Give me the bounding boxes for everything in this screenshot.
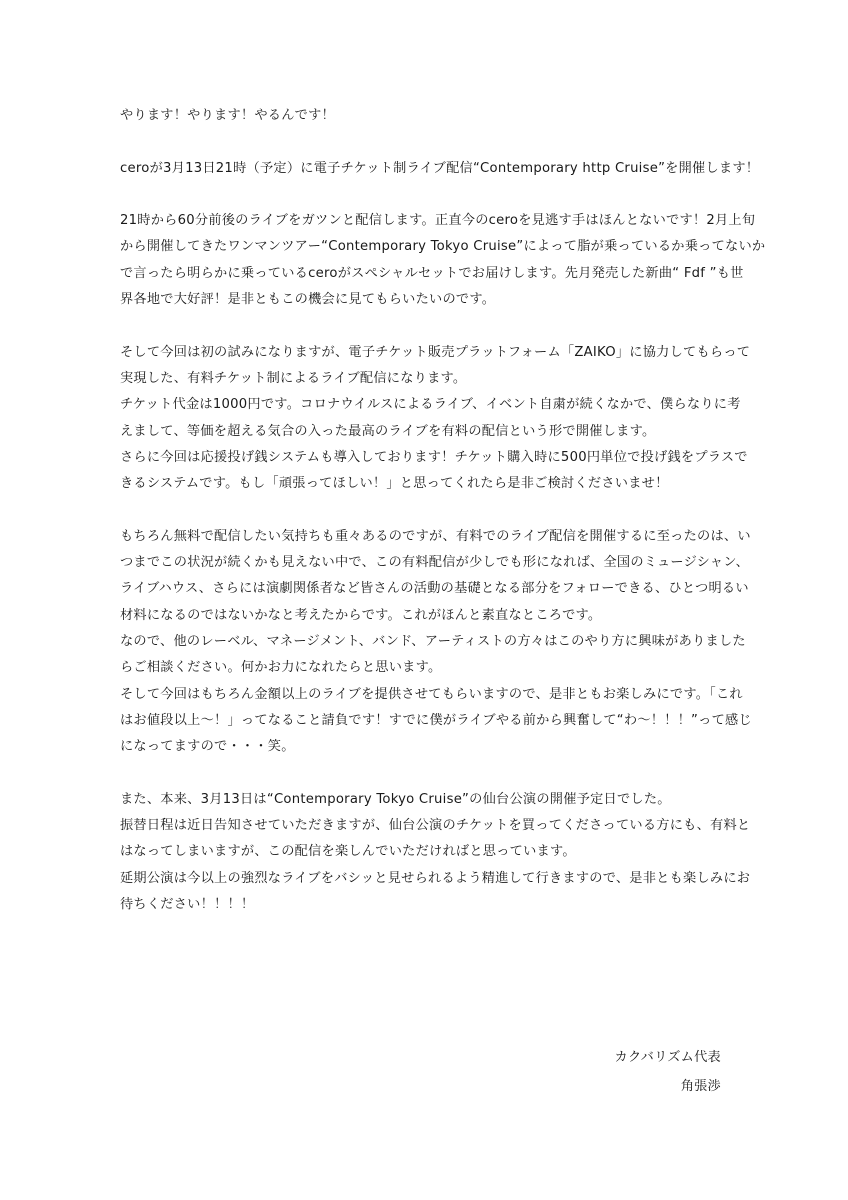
paragraph-line: 延期公演は今以上の強烈なライブをバシッと見せられるよう精進して行きますので、是非とも楽しみにお (120, 870, 751, 886)
headline-text: やります！やります！やるんです！ (120, 108, 335, 123)
paragraph-line: 界各地で大好評！是非ともこの機会に見てもらいたいのです。 (120, 292, 496, 308)
paragraph-line: で言ったら明らかに乗っているceroがスペシャルセットでお届けします。先月発売した新曲“ Fdf ”も世 (120, 265, 744, 281)
announcement (120, 156, 760, 182)
paragraph-line: 実現した、有料チケット制によるライブ配信になります。 (120, 370, 467, 386)
signature-block (615, 1043, 721, 1101)
paragraph-line: から開催してきたワンマンツアー“Contemporary Tokyo Cruise”によって脂が乗っているか乗ってないか (120, 239, 766, 255)
paragraph-line: つまでこの状況が続くかも見えない中で、この有料配信が少しでも形になれば、全国のミュージシャン、 (120, 555, 750, 571)
paragraph-1 (120, 208, 766, 313)
paragraph-4 (120, 787, 751, 918)
paragraph-line: はなってしまいますが、この配信を楽しんでいただければと思っています。 (120, 844, 576, 860)
paragraph-line: さらに今回は応援投げ銭システムも導入しております！チケット購入時に500円単位で投げ銭をプラスで (120, 449, 748, 465)
paragraph-line: そして今回は初の試みになりますが、電子チケット販売プラットフォーム「ZAIKO」に協力してもらって (120, 344, 751, 360)
paragraph-2 (120, 340, 751, 498)
paragraph-line: 材料になるのではないかなと考えたからです。これがほんと素直なところです。 (120, 607, 602, 623)
signature-name: 角張渉 (680, 1079, 721, 1094)
paragraph-line: なので、他のレーベル、マネージメント、バンド、アーティストの方々はこのやり方に興味がありました (120, 633, 746, 649)
paragraph-line: 21時から60分前後のライブをガツンと配信します。正直今のceroを見逃す手はほんとないです！2月上旬 (120, 213, 756, 229)
paragraph-line: きるシステムです。もし「頑張ってほしい！」と思ってくれたら是非ご検討くださいませ！ (120, 476, 669, 492)
announcement-text: ceroが3月13日21時（予定）に電子チケット制ライブ配信“Contemporary http Cruise”を開催します！ (120, 160, 760, 176)
headline (120, 103, 732, 129)
letter-body (120, 103, 766, 945)
paragraph-line: もちろん無料で配信したい気持ちも重々あるのですが、有料でのライブ配信を開催するに至ったのは、い (120, 528, 751, 544)
paragraph-line: はお値段以上～！」ってなること請負です！すでに僕がライブやる前から興奮して“わ～！！！”って感じ (120, 712, 752, 728)
signature-organization: カクバリズム代表 (614, 1050, 721, 1065)
paragraph-line: 振替日程は近日告知させていただきますが、仙台公演のチケットを買ってくださっている方にも、有料と (120, 818, 751, 834)
paragraph-line: チケット代金は1000円です。コロナウイルスによるライブ、イベント自粛が続くなかで、僕らなりに考 (120, 397, 741, 413)
paragraph-line: ライブハウス、さらには演劇関係者など皆さんの活動の基礎となる部分をフォローできる、ひとつ明るい (120, 581, 749, 597)
paragraph-line: 待ちください！！！！ (120, 896, 255, 912)
paragraph-line: らご相談ください。何かお力になれたらと思います。 (120, 660, 442, 676)
paragraph-line: また、本来、3月13日は“Contemporary Tokyo Cruise”の仙台公演の開催予定日でした。 (120, 791, 671, 807)
paragraph-line: えまして、等価を超える気合の入った最高のライブを有料の配信という形で開催します。 (120, 423, 656, 439)
paragraph-line: そして今回はもちろん金額以上のライブを提供させてもらいますので、是非ともお楽しみにです。「これ (120, 686, 743, 702)
paragraph-line: になってますので・・・笑。 (120, 739, 295, 755)
paragraph-3 (120, 524, 752, 761)
